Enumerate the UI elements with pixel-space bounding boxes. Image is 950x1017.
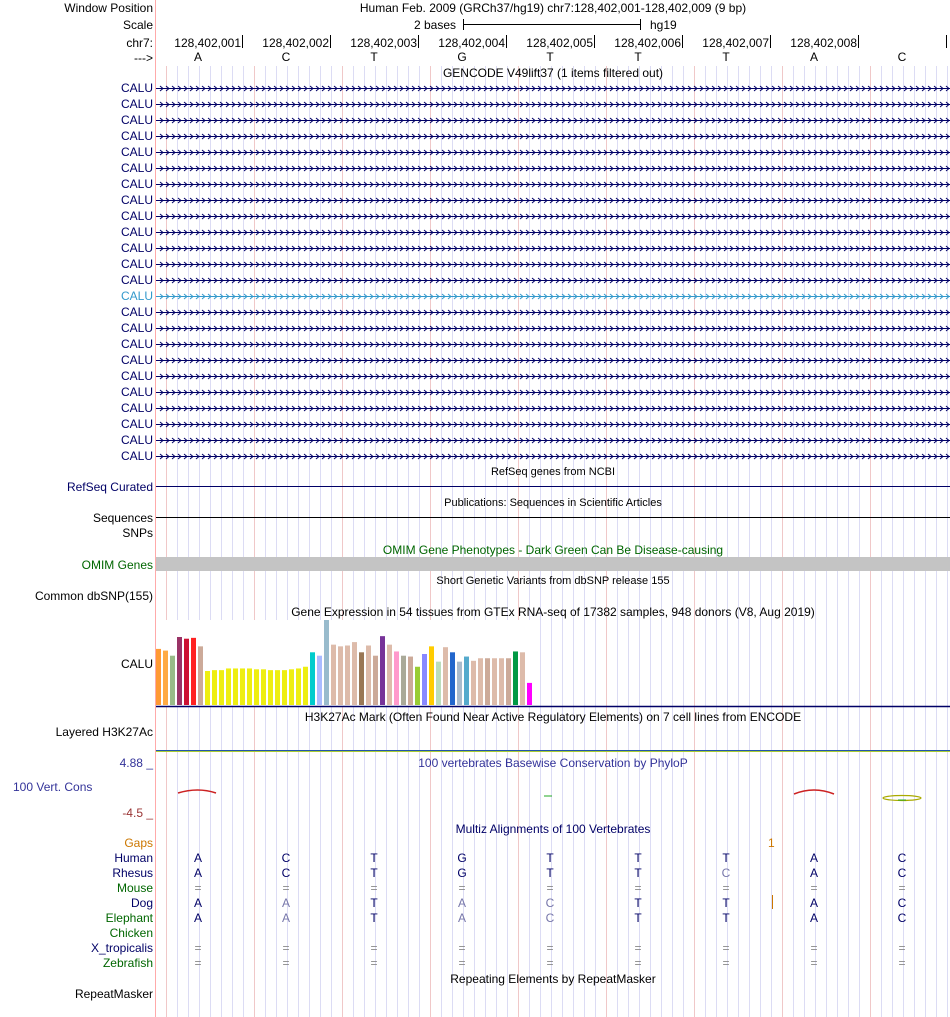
gencode-transcript-line[interactable] (156, 451, 950, 461)
aligned-base: = (370, 956, 378, 970)
gtex-tissue-bar (240, 668, 245, 705)
aligned-base: A (809, 896, 818, 910)
gencode-gene-label[interactable]: CALU (120, 225, 153, 239)
chrom-label: chr7: (126, 36, 153, 50)
scale-bar (463, 18, 641, 32)
position-label: 128,402,004 (438, 36, 505, 50)
position-tick (770, 35, 771, 48)
dbsnp-track-title: Short Genetic Variants from dbSNP release 155 (436, 575, 670, 587)
aligned-base: = (282, 956, 290, 970)
aligned-base: = (458, 956, 466, 970)
species-label[interactable]: Dog (130, 896, 153, 910)
gencode-gene-label[interactable]: CALU (120, 289, 153, 303)
gencode-gene-label[interactable]: CALU (120, 305, 153, 319)
base-letter: T (634, 50, 642, 64)
species-label[interactable]: X_tropicalis (90, 941, 153, 955)
base-letter: T (370, 50, 378, 64)
gencode-gene-label[interactable]: CALU (120, 145, 153, 159)
aligned-base: = (194, 881, 202, 895)
gencode-transcript-line[interactable] (156, 259, 950, 269)
gaps-label: Gaps (124, 836, 153, 850)
aligned-base: C (897, 896, 907, 910)
gtex-track-label[interactable]: CALU (120, 657, 153, 671)
aligned-base: A (809, 911, 818, 925)
gtex-tissue-bar (513, 651, 518, 705)
aligned-base: = (898, 941, 906, 955)
gtex-tissue-bar (289, 669, 294, 705)
species-label[interactable]: Rhesus (112, 866, 153, 880)
gencode-transcript-line[interactable] (156, 435, 950, 445)
gtex-tissue-bar (520, 652, 525, 705)
gencode-gene-label[interactable]: CALU (120, 113, 153, 127)
gencode-gene-label[interactable]: CALU (120, 193, 153, 207)
aligned-base: = (722, 956, 730, 970)
conservation-min-label: -4.5 _ (122, 806, 153, 820)
aligned-base: = (194, 941, 202, 955)
position-tick (858, 35, 859, 48)
aligned-base: A (193, 911, 202, 925)
gtex-track-title: Gene Expression in 54 tissues from GTEx RNA-seq of 17382 samples, 948 donors (V8, Aug 2019) (291, 605, 815, 619)
gencode-transcript-line[interactable] (156, 131, 950, 141)
aligned-base: = (898, 956, 906, 970)
gencode-gene-label[interactable]: CALU (120, 257, 153, 271)
gencode-transcript-line[interactable] (156, 419, 950, 429)
gencode-gene-label[interactable]: CALU (120, 97, 153, 111)
aligned-base: = (810, 956, 818, 970)
gtex-tissue-bar (394, 651, 399, 705)
aligned-base: = (634, 941, 642, 955)
gtex-tissue-bar (198, 646, 203, 705)
gtex-tissue-bar (464, 657, 469, 705)
gencode-gene-label[interactable]: CALU (120, 417, 153, 431)
base-letter: C (281, 50, 291, 64)
aligned-base: T (634, 896, 642, 910)
aligned-base: T (370, 896, 378, 910)
position-tick (330, 35, 331, 48)
h3k27ac-track-title: H3K27Ac Mark (Often Found Near Active Regulatory Elements) on 7 cell lines from ENCODE (304, 710, 802, 724)
gtex-tissue-bar (359, 652, 364, 705)
gtex-tissue-bar (499, 658, 504, 705)
conservation-track-title: 100 vertebrates Basewise Conservation by PhyloP (418, 756, 688, 770)
gtex-tissue-bar (219, 670, 224, 705)
aligned-base: = (458, 881, 466, 895)
window-position-label: Window Position (64, 1, 153, 15)
gencode-gene-label[interactable]: CALU (120, 449, 153, 463)
strand-label: ---> (134, 51, 153, 65)
aligned-base: = (370, 881, 378, 895)
position-label: 128,402,007 (702, 36, 769, 50)
gtex-tissue-bar (254, 669, 259, 705)
gencode-transcript-line[interactable] (156, 179, 950, 189)
aligned-base: T (546, 866, 554, 880)
gtex-tissue-bar (450, 652, 455, 705)
conservation-peak (794, 790, 834, 794)
gencode-gene-label[interactable]: CALU (120, 209, 153, 223)
gtex-tissue-bar (373, 656, 378, 705)
aligned-base: = (282, 941, 290, 955)
gencode-transcript-line[interactable] (156, 371, 950, 381)
position-tick (242, 35, 243, 48)
conservation-track-label[interactable]: 100 Vert. Cons (13, 780, 93, 794)
gencode-transcript-line[interactable] (156, 307, 950, 317)
gtex-expression-chart[interactable] (156, 620, 950, 708)
aligned-base: = (634, 956, 642, 970)
gencode-transcript-line[interactable] (156, 291, 950, 301)
scale-label: Scale (122, 18, 153, 32)
position-tick (506, 35, 507, 48)
gencode-transcript-line[interactable] (156, 243, 950, 253)
gencode-transcript-line[interactable] (156, 163, 950, 173)
gencode-transcript-line[interactable] (156, 387, 950, 397)
species-label[interactable]: Elephant (105, 911, 153, 925)
gtex-tissue-bar (226, 668, 231, 705)
aligned-base: C (545, 896, 555, 910)
position-label: 128,402,008 (790, 36, 857, 50)
aligned-base: A (457, 896, 466, 910)
gencode-transcript-line[interactable] (156, 99, 950, 109)
omim-gene-bar[interactable] (156, 557, 950, 571)
gencode-gene-label[interactable]: CALU (120, 321, 153, 335)
base-letter: C (897, 50, 907, 64)
aligned-base: A (281, 911, 290, 925)
gtex-tissue-bar (408, 657, 413, 705)
aligned-base: A (457, 911, 466, 925)
aligned-base: T (634, 911, 642, 925)
aligned-base: A (281, 896, 290, 910)
aligned-base: G (457, 866, 467, 880)
gencode-gene-label[interactable]: CALU (120, 241, 153, 255)
position-label: 128,402,006 (614, 36, 681, 50)
aligned-base: = (282, 881, 290, 895)
repeatmasker-track-title: Repeating Elements by RepeatMasker (450, 972, 656, 986)
gtex-tissue-bar (492, 658, 497, 705)
scale-db: hg19 (650, 18, 677, 32)
gtex-tissue-bar (170, 656, 175, 705)
publications-track-title: Publications: Sequences in Scientific Articles (444, 497, 662, 509)
gtex-tissue-bar (352, 642, 357, 705)
aligned-base: C (545, 911, 555, 925)
gtex-tissue-bar (247, 668, 252, 705)
aligned-base: = (810, 881, 818, 895)
gencode-gene-label[interactable]: CALU (120, 353, 153, 367)
gtex-tissue-bar (191, 638, 196, 705)
aligned-base: C (897, 911, 907, 925)
gtex-tissue-bar (324, 620, 329, 705)
gtex-tissue-bar (401, 656, 406, 705)
aligned-base: T (634, 851, 642, 865)
aligned-base: A (809, 851, 818, 865)
species-label[interactable]: Chicken (109, 926, 153, 940)
position-label: 128,402,003 (350, 36, 417, 50)
repeatmasker-track-label[interactable]: RepeatMasker (74, 987, 153, 1001)
gtex-tissue-bar (184, 639, 189, 705)
aligned-base: = (370, 941, 378, 955)
conservation-peak (178, 790, 216, 793)
gtex-tissue-bar (317, 656, 322, 705)
gencode-transcript-line[interactable] (156, 115, 950, 125)
gtex-tissue-bar (310, 652, 315, 705)
aligned-base: C (897, 851, 907, 865)
species-label[interactable]: Human (114, 851, 153, 865)
publications-track-label[interactable]: Sequences (92, 511, 153, 525)
aligned-base: C (721, 866, 731, 880)
conservation-max-label: 4.88 _ (119, 756, 153, 770)
multiz-track-title: Multiz Alignments of 100 Vertebrates (455, 822, 651, 836)
scale-value: 2 bases (414, 18, 457, 32)
gtex-tissue-bar (380, 636, 385, 705)
aligned-base: = (546, 941, 554, 955)
gencode-transcript-line[interactable] (156, 211, 950, 221)
gencode-gene-label[interactable]: CALU (120, 337, 153, 351)
aligned-base: = (546, 956, 554, 970)
species-label[interactable]: Zebrafish (102, 956, 153, 970)
gtex-tissue-bar (506, 658, 511, 705)
position-tick (418, 35, 419, 48)
gtex-tissue-bar (163, 651, 168, 705)
gtex-tissue-bar (331, 645, 336, 705)
gtex-tissue-bar (436, 662, 441, 705)
omim-track-title: OMIM Gene Phenotypes - Dark Green Can Be Disease-causing (382, 543, 724, 557)
dbsnp-track-label[interactable]: Common dbSNP(155) (34, 589, 153, 603)
gencode-transcript-line[interactable] (156, 355, 950, 365)
aligned-base: A (193, 851, 202, 865)
gtex-tissue-bar (345, 646, 350, 706)
gtex-tissue-bar (478, 658, 483, 705)
gtex-tissue-bar (443, 647, 448, 705)
omim-track-label[interactable]: OMIM Genes (81, 558, 153, 572)
refseq-track-title: RefSeq genes from NCBI (490, 466, 616, 478)
gtex-tissue-bar (303, 667, 308, 705)
aligned-base: C (281, 851, 291, 865)
snps-label[interactable]: SNPs (122, 526, 153, 540)
h3k27ac-baseline-green (156, 751, 950, 752)
aligned-base: = (546, 881, 554, 895)
gtex-tissue-bar (527, 683, 532, 705)
gtex-tissue-bar (485, 658, 490, 705)
refseq-track-label[interactable]: RefSeq Curated (66, 480, 153, 494)
position-tick (682, 35, 683, 48)
gap-count: 1 (768, 836, 775, 850)
position-label: 128,402,005 (526, 36, 593, 50)
base-letter: G (457, 50, 467, 64)
gtex-tissue-bar (296, 668, 301, 705)
base-letter: A (809, 50, 818, 64)
aligned-base: T (722, 911, 730, 925)
gencode-gene-label[interactable]: CALU (120, 401, 153, 415)
aligned-base: = (458, 941, 466, 955)
window-position-value: Human Feb. 2009 (GRCh37/hg19) chr7:128,402,001-128,402,009 (9 bp) (359, 1, 747, 15)
aligned-base: = (194, 956, 202, 970)
base-letter: T (722, 50, 730, 64)
gencode-gene-label[interactable]: CALU (120, 273, 153, 287)
gtex-tissue-bar (261, 669, 266, 705)
gtex-tissue-bar (275, 670, 280, 705)
aligned-base: = (898, 881, 906, 895)
gtex-tissue-bar (422, 654, 427, 705)
refseq-gene-line[interactable] (156, 486, 950, 487)
gtex-tissue-bar (471, 661, 476, 705)
aligned-base: A (193, 866, 202, 880)
gtex-tissue-bar (282, 670, 287, 705)
gtex-tissue-bar (177, 637, 182, 705)
conservation-plot[interactable] (156, 780, 950, 810)
aligned-base: T (546, 851, 554, 865)
gencode-gene-label[interactable]: CALU (120, 385, 153, 399)
aligned-base: T (370, 851, 378, 865)
aligned-base: C (897, 866, 907, 880)
aligned-base: A (809, 866, 818, 880)
aligned-base: C (281, 866, 291, 880)
aligned-base: A (193, 896, 202, 910)
gencode-transcript-line[interactable] (156, 195, 950, 205)
aligned-base: T (722, 851, 730, 865)
gencode-gene-label[interactable]: CALU (120, 177, 153, 191)
gtex-tissue-bar (205, 671, 210, 705)
aligned-base: = (810, 941, 818, 955)
gencode-gene-label[interactable]: CALU (120, 129, 153, 143)
gencode-gene-label[interactable]: CALU (120, 369, 153, 383)
aligned-base: G (457, 851, 467, 865)
aligned-base: T (370, 911, 378, 925)
gencode-track-title: GENCODE V49lift37 (1 items filtered out) (442, 66, 664, 80)
publications-line[interactable] (156, 517, 950, 518)
gtex-tissue-bar (268, 670, 273, 705)
position-tick (594, 35, 595, 48)
position-label: 128,402,001 (174, 36, 241, 50)
position-label: 128,402,002 (262, 36, 329, 50)
gencode-transcript-line[interactable] (156, 227, 950, 237)
gtex-tissue-bar (387, 645, 392, 705)
gencode-gene-label[interactable]: CALU (120, 433, 153, 447)
h3k27ac-track-label[interactable]: Layered H3K27Ac (55, 725, 153, 739)
gtex-tissue-bar (212, 670, 217, 705)
aligned-base: T (370, 866, 378, 880)
aligned-base: = (722, 941, 730, 955)
gencode-transcript-line[interactable] (156, 323, 950, 333)
gtex-tissue-bar (415, 667, 420, 705)
gtex-tissue-bar (156, 649, 161, 705)
gtex-tissue-bar (366, 646, 371, 706)
aligned-base: T (722, 896, 730, 910)
species-label[interactable]: Mouse (116, 881, 153, 895)
base-letter: A (193, 50, 202, 64)
gencode-gene-label[interactable]: CALU (120, 81, 153, 95)
aligned-base: = (634, 881, 642, 895)
aligned-base: T (634, 866, 642, 880)
gap-marker (772, 895, 773, 909)
position-tick (946, 35, 947, 48)
gencode-transcript-line[interactable] (156, 275, 950, 285)
base-letter: T (546, 50, 554, 64)
aligned-base: = (722, 881, 730, 895)
gencode-transcript-line[interactable] (156, 83, 950, 93)
gtex-tissue-bar (457, 662, 462, 705)
gtex-tissue-bar (429, 646, 434, 705)
gencode-gene-label[interactable]: CALU (120, 161, 153, 175)
gtex-tissue-bar (338, 646, 343, 705)
gencode-transcript-line[interactable] (156, 403, 950, 413)
gencode-transcript-line[interactable] (156, 147, 950, 157)
gencode-transcript-line[interactable] (156, 339, 950, 349)
gtex-tissue-bar (233, 668, 238, 705)
